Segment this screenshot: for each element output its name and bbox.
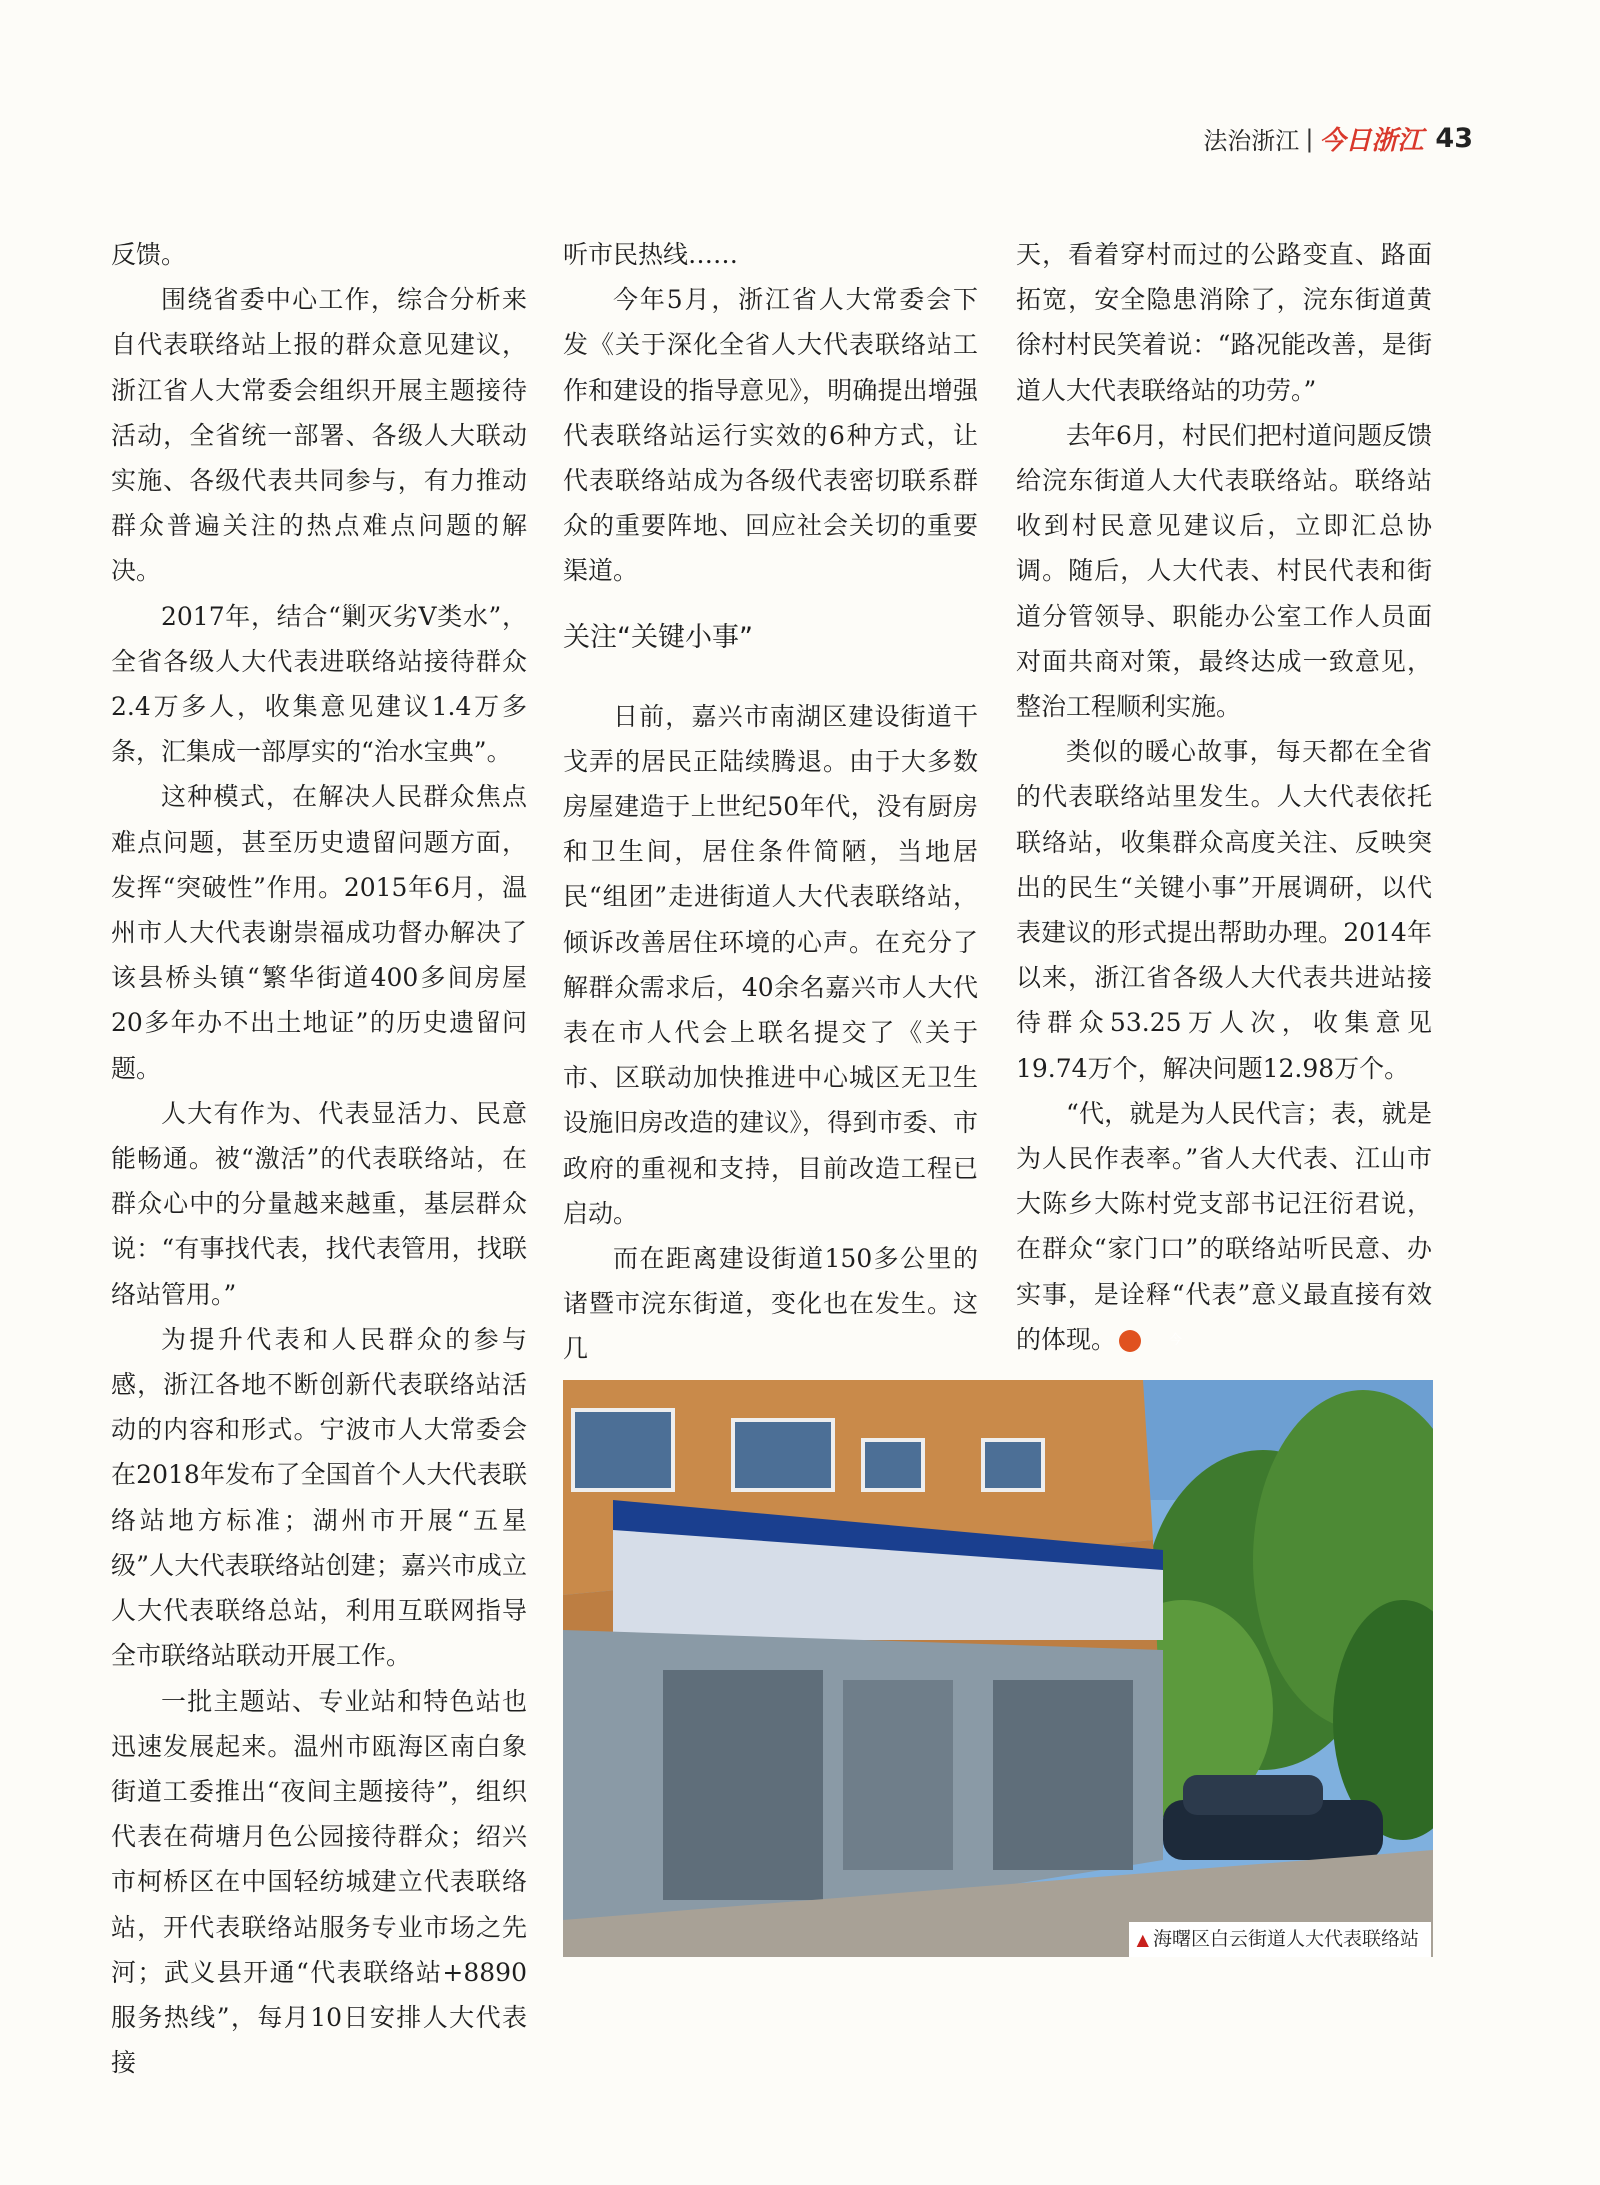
paragraph-text: 围绕省委中心工作，综合分析来自代表联络站上报的群众意见建议，浙江省人大常委会组织开展主题接待活动，全省统一部署、各级人大联动实施、各级代表共同参与，有力推动群众普遍关注的热点难点问题的解决。 [111, 285, 527, 586]
paragraph [111, 594, 527, 775]
paragraph [1016, 413, 1432, 729]
paragraph [1016, 729, 1432, 1091]
paragraph-text: 日前，嘉兴市南湖区建设街道干戈弄的居民正陆续腾退。由于大多数房屋建造于上世纪50年代，没有厨房和卫生间，居住条件简陋，当地居民“组团”走进街道人大代表联络站，倾诉改善居住环境的心声。在充分了解群众需求后，40余名嘉兴市人大代表在市人代会上联名提交了《关于市、区联动加快推进中心城区无卫生设施旧房改造的建议》，得到市委、市政府的重视和支持，目前改造工程已启动。 [563, 701, 978, 1228]
paragraph [563, 1236, 978, 1372]
paragraph [563, 277, 978, 593]
photo-caption [1129, 1922, 1431, 1957]
paragraph [1016, 232, 1432, 413]
paragraph-text: 人大有作为、代表显活力、民意能畅通。被“激活”的代表联络站，在群众心中的分量越来越重，基层群众说：“有事找代表，找代表管用，找联络站管用。” [111, 1098, 527, 1309]
end-mark-icon: 今 [1119, 1330, 1141, 1352]
paragraph [563, 694, 978, 1236]
paragraph-text: 为提升代表和人民群众的参与感，浙江各地不断创新代表联络站活动的内容和形式。宁波市人大常委会在2018年发布了全国首个人大代表联络站地方标准；湖州市开展“五星级”人大代表联络站创建；嘉兴市成立人大代表联络总站，利用互联网指导全市联络站联动开展工作。 [111, 1324, 527, 1671]
contact-station-photo [563, 1380, 1433, 1957]
section-title: 法治浙江 [1203, 127, 1300, 155]
caption-triangle-icon: ▲ [1136, 1930, 1149, 1949]
article-column-1 [111, 232, 527, 2085]
paragraph-text: 一批主题站、专业站和特色站也迅速发展起来。温州市瓯海区南白象街道工委推出“夜间主题接待”，组织代表在荷塘月色公园接待群众；绍兴市柯桥区在中国轻纺城建立代表联络站，开代表联络站服务专业市场之先河；武义县开通“代表联络站+8890服务热线”，每月10日安排人大代表接 [111, 1686, 527, 2078]
caption-text: 海曙区白云街道人大代表联络站 [1152, 1928, 1419, 1950]
header-separator: | [1305, 124, 1314, 153]
building-illustration [563, 1380, 1433, 1957]
article-column-3 [1016, 232, 1432, 1362]
page-number: 43 [1435, 123, 1473, 154]
paragraph-text: 天，看着穿村而过的公路变直、路面拓宽，安全隐患消除了，浣东街道黄徐村村民笑着说：“路况能改善，是街道人大代表联络站的功劳。” [1016, 240, 1432, 405]
paragraph-text: 今年5月，浙江省人大常委会下发《关于深化全省人大代表联络站工作和建设的指导意见》，明确提出增强代表联络站运行实效的6种方式，让代表联络站成为各级代表密切联系群众的重要阵地、回应社会关切的重要渠道。 [563, 285, 978, 586]
article-column-2 [563, 232, 978, 1372]
paragraph [1016, 1091, 1432, 1362]
section-heading: 关注“关键小事” [563, 621, 753, 653]
paragraph-text: 类似的暖心故事，每天都在全省的代表联络站里发生。人大代表依托联络站，收集群众高度关注、反映突出的民生“关键小事”开展调研，以代表建议的形式提出帮助办理。2014年以来，浙江省各级人大代表共进站接待群众53.25万人次，收集意见19.74万个，解决问题12.98万个。 [1016, 737, 1432, 1083]
paragraph-text: 2017年，结合“剿灭劣Ⅴ类水”，全省各级人大代表进联络站接待群众2.4万多人，收集意见建议1.4万多条，汇集成一部厚实的“治水宝典”。 [111, 601, 527, 767]
paragraph [111, 1317, 527, 1679]
paragraph-text: “代，就是为人民代言；表，就是为人民作表率。”省人大代表、江山市大陈乡大陈村党支部书记汪衍君说，在群众“家门口”的联络站听民意、办实事，是诠释“代表”意义最直接有效的体现。 [1016, 1098, 1432, 1354]
paragraph-text: 反馈。 [111, 240, 187, 269]
paragraph-text: 听市民热线…… [563, 240, 739, 269]
paragraph-text: 而在距离建设街道150多公里的诸暨市浣东街道，变化也在发生。这几 [563, 1244, 978, 1364]
magazine-brand-logo: 今日浙江 [1319, 126, 1424, 156]
paragraph-text: 去年6月，村民们把村道问题反馈给浣东街道人大代表联络站。联络站收到村民意见建议后，立即汇总协调。随后，人大代表、村民代表和街道分管领导、职能办公室工作人员面对面共商对策，最终达成一致意见，整治工程顺利实施。 [1016, 420, 1432, 722]
paragraph [111, 277, 527, 593]
paragraph [111, 774, 527, 1090]
paragraph [563, 232, 978, 277]
page-header [1203, 120, 1473, 157]
paragraph [111, 1679, 527, 2086]
paragraph-text: 这种模式，在解决人民群众焦点难点问题，甚至历史遗留问题方面，发挥“突破性”作用。2015年6月，温州市人大代表谢崇福成功督办解决了该县桥头镇“繁华街道400多间房屋20多年办不出土地证”的历史遗留问题。 [111, 782, 527, 1083]
paragraph [111, 232, 527, 277]
paragraph [111, 1091, 527, 1317]
